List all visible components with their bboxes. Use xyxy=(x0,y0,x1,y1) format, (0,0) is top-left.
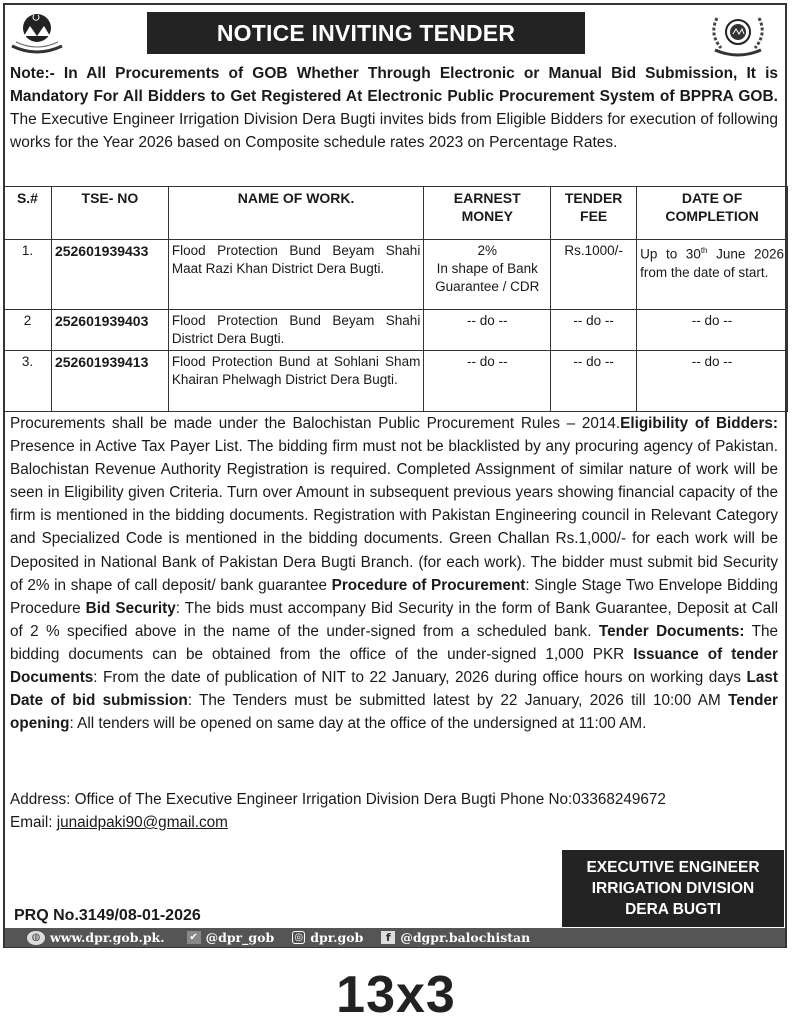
cell-earnest xyxy=(424,240,551,310)
date-suffix: June 2026 from the date of start. xyxy=(640,246,784,280)
header-line: COMPLETION xyxy=(665,208,759,224)
header-line: MONEY xyxy=(461,208,513,224)
date-prefix: Up to 30 xyxy=(640,246,701,262)
works-table xyxy=(3,186,788,412)
cell-fee: -- do -- xyxy=(551,310,637,351)
facebook-handle[interactable]: @dgpr.balochistan xyxy=(400,930,531,945)
bid-security-text: : The bids must accompany Bid Security in the form of Bank Guarantee, Deposit at Call of 2 % specified above in the name of the under-signed from a scheduled bank. xyxy=(10,599,778,640)
intro-paragraph xyxy=(10,62,778,154)
header-line: DATE OF xyxy=(681,190,743,206)
twitter-item[interactable] xyxy=(187,930,275,945)
col-header-sno: S.# xyxy=(4,187,52,240)
cell-tse: 252601939403 xyxy=(51,310,168,351)
cell-fee: -- do -- xyxy=(551,351,637,412)
cell-fee: Rs.1000/- xyxy=(551,240,637,310)
eligibility-label: Eligibility of Bidders: xyxy=(620,415,778,432)
signature-block xyxy=(562,850,784,927)
header-line: FEE xyxy=(580,208,608,224)
address-line: Address: Office of The Executive Engineer Irrigation Division Dera Bugti Phone No:03368249672 xyxy=(10,791,666,808)
contact-block xyxy=(10,788,778,834)
globe-icon: ◍ xyxy=(27,931,45,945)
cell-work-name: Flood Protection Bund Beyam Shahi Maat Razi Khan District Dera Bugti. xyxy=(168,240,423,310)
facebook-item[interactable] xyxy=(381,930,530,945)
instagram-handle[interactable]: dpr.gob xyxy=(310,930,364,945)
rules-text: Procurements shall be made under the Balochistan Public Procurement Rules – 2014. xyxy=(10,415,621,432)
procedure-label: Procedure of Procurement xyxy=(331,576,526,594)
eligibility-text: Presence in Active Tax Payer List. The bidding firm must not be blacklisted by any procuring agency of Pakistan. Balochistan Revenue Authority Registration is required. Completed Assignment of similar nature of work will be seen in Eligibility given Criteria. Turn over Amount in subsequent previous years showing financial capacity of the firm is mentioned in the bidding documents. Registration with Pakistan Engineering council in Relevant Category and Specialized Code is mentioned in the bidding documents. Green Challan Rs.1,000/- for each work will be Deposited in National Bank of Pakistan Dera Bugti Branch. (for each work). The bidder must submit bid Security of 2% in shape of call deposit/ bank guarantee xyxy=(10,438,778,594)
balochistan-govt-emblem-icon xyxy=(8,8,66,58)
last-date-label: Last Date of bid submission xyxy=(10,669,778,710)
twitter-handle[interactable]: @dpr_gob xyxy=(205,930,275,945)
website-item[interactable] xyxy=(27,930,165,945)
instagram-icon: ◎ xyxy=(292,931,305,944)
signature-line: DERA BUGTI xyxy=(625,901,721,918)
col-header-earnest xyxy=(424,187,551,240)
facebook-icon: f xyxy=(381,931,395,944)
table-row xyxy=(4,240,788,310)
opening-label: Tender opening xyxy=(10,692,778,733)
date-sup: th xyxy=(700,246,708,255)
cell-sno: 1. xyxy=(4,240,52,310)
tender-documents-text: The bidding documents can be obtained from the office of the under-signed 1,000 PKR xyxy=(10,622,778,663)
social-bar xyxy=(5,928,785,947)
last-date-text: : The Tenders must be submitted latest by 22 January, 2026 till 10:00 AM xyxy=(187,692,729,710)
registration-note: Note:- In All Procurements of GOB Whether Through Electronic or Manual Bid Submission, It is Mandatory For All Bidders to Get Registered At Electronic Public Procurement System of BPPRA GOB. xyxy=(10,65,778,105)
instagram-item[interactable] xyxy=(292,930,363,945)
cell-sno: 3. xyxy=(4,351,52,412)
col-header-tse: TSE- NO xyxy=(51,187,168,240)
email-label: Email: xyxy=(10,814,57,831)
cell-work-name: Flood Protection Bund at Sohlani Sham Khairan Phelwagh District Dera Bugti. xyxy=(168,351,423,412)
cell-date: -- do -- xyxy=(637,310,788,351)
invitation-text: The Executive Engineer Irrigation Division Dera Bugti invites bids from Eligible Bidders for execution of following works for the Year 2026 based on Composite schedule rates 2023 on Percentage Rates. xyxy=(10,111,778,151)
earnest-percent: 2% xyxy=(477,243,497,258)
cell-earnest: -- do -- xyxy=(424,310,551,351)
cell-sno: 2 xyxy=(4,310,52,351)
prq-number: PRQ No.3149/08-01-2026 xyxy=(14,907,201,924)
earnest-shape: In shape of Bank Guarantee / CDR xyxy=(435,261,540,294)
dgpr-emblem-icon xyxy=(703,8,773,60)
issuance-text: : From the date of publication of NIT to 22 January, 2026 during office hours on working days xyxy=(93,669,747,687)
procedure-text: : Single Stage Two Envelope Bidding Procedure xyxy=(10,576,778,617)
col-header-fee xyxy=(551,187,637,240)
tender-documents-label: Tender Documents: xyxy=(598,622,745,640)
signature-line: EXECUTIVE ENGINEER xyxy=(586,859,760,876)
cell-tse: 252601939433 xyxy=(51,240,168,310)
cell-date xyxy=(637,240,788,310)
col-header-date xyxy=(637,187,788,240)
header-line: TENDER xyxy=(564,190,623,206)
opening-text: : All tenders will be opened on same day at the office of the undersigned at 11:00 AM. xyxy=(69,715,647,733)
col-header-name: NAME OF WORK. xyxy=(168,187,423,240)
email-link[interactable]: junaidpaki90@gmail.com xyxy=(56,814,228,831)
table-row xyxy=(4,351,788,412)
cell-date: -- do -- xyxy=(637,351,788,412)
ad-size-label: 13x3 xyxy=(336,966,456,1024)
signature-line: IRRIGATION DIVISION xyxy=(591,880,755,897)
bid-security-label: Bid Security xyxy=(85,599,176,617)
header-line: EARNEST xyxy=(453,190,521,206)
email-line xyxy=(10,811,778,834)
cell-earnest: -- do -- xyxy=(424,351,551,412)
cell-work-name: Flood Protection Bund Beyam Shahi District Dera Bugti. xyxy=(168,310,423,351)
terms-paragraph xyxy=(10,412,778,735)
issuance-label: Issuance of tender Documents xyxy=(10,645,778,687)
page-title: NOTICE INVITING TENDER xyxy=(147,12,585,54)
twitter-icon: ✔ xyxy=(187,931,201,944)
cell-tse: 252601939413 xyxy=(51,351,168,412)
table-header-row xyxy=(4,187,788,240)
website-link[interactable]: www.dpr.gob.pk. xyxy=(50,930,165,945)
table-row xyxy=(4,310,788,351)
